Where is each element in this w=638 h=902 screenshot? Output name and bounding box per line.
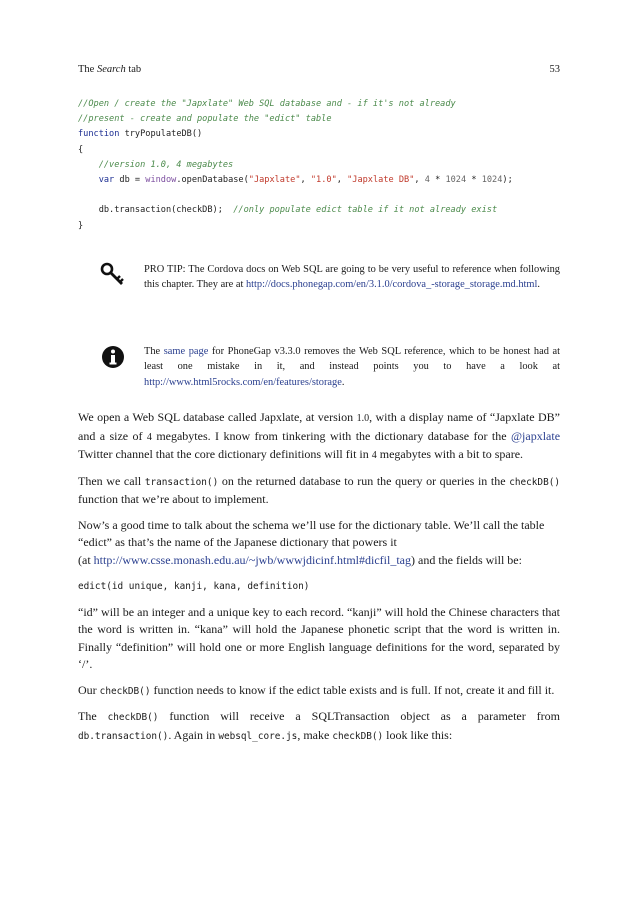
pro-tip-note	[78, 262, 560, 293]
paragraph: Now’s a good time to talk about the schema we’ll use for the dictionary table. We’ll call the table “edict” as that’s the name of the Japanese dictionary that powers it (at http://www.csse.monash.edu.au/~jwb/wwwjdicinf.html#dicfil_tag) and the fields will be:	[78, 517, 545, 567]
section-title: The Search tab	[78, 64, 142, 75]
paragraph: Then we call transaction() on the returned database to run the query or queries in the checkDB() function that we’re about to implement.	[78, 473, 561, 506]
paragraph: The checkDB() function will receive a SQLTransaction object as a parameter from db.transaction(). Again in websql_core.js, make checkDB() look like this:	[78, 709, 561, 742]
info-text: The same page for PhoneGap v3.3.0 removes the Web SQL reference, which to be honest had at least one mistake in it, and instead points you to have a look at http://www.html5rocks.com/en/features/storage.	[144, 346, 561, 388]
same-page-link[interactable]: same page	[163, 346, 209, 357]
pro-tip-text: PRO TIP: The Cordova docs on Web SQL are going to be very useful to reference when following this chapter. They are at http://docs.phonegap.com/en/3.1.0/cordova_-storage_storage.md.html.	[144, 264, 560, 291]
code-comment: //present - create and populate the "edict" table	[78, 114, 332, 125]
body-text	[78, 409, 560, 753]
key-icon	[100, 262, 126, 288]
html5rocks-link[interactable]: http://www.html5rocks.com/en/features/storage	[144, 376, 342, 388]
info-note	[78, 344, 560, 390]
cordova-docs-link[interactable]: http://docs.phonegap.com/en/3.1.0/cordova_-storage_storage.md.html	[245, 279, 538, 291]
page-number: 53	[549, 64, 560, 75]
code-line: edict(id unique, kanji, kana, definition)	[78, 581, 310, 592]
japxlate-link[interactable]: @japxlate	[510, 428, 561, 443]
code-comment: //Open / create the "Japxlate" Web SQL database and - if it's not already	[78, 99, 456, 109]
paragraph: “id” will be an integer and a unique key to each record. “kanji” will hold the Chinese characters that the word is written in. “kana” will hold the Japanese phonetic script that the word is written in. Finally “definition” will hold one or more English language definitions for the word, separated by ‘/’.	[78, 604, 560, 671]
paragraph: We open a Web SQL database called Japxlate, at version 1.0, with a display name of “Japxlate DB” and a size of 4 megabytes. I know from tinkering with the dictionary database for the @japxlate Twitter channel that the core dictionary definitions will fit in 4 megabytes with a bit to spare.	[78, 410, 561, 461]
running-header	[78, 64, 560, 75]
paragraph: Our checkDB() function needs to know if the edict table exists and is full. If not, create it and fill it.	[78, 682, 555, 697]
code-block-try-populate: //Open / create the "Japxlate" Web SQL database and - if it's not already //present - create and populate the "edict" table function tryPopulateDB() { //version 1.0, 4 megabytes var db = window.openDatabase("Japxlate", "1.0", "Japxlate DB", 4 * 1024 * 1024); db.transaction(checkDB); //only populate edict table if it not already exist }	[78, 99, 513, 231]
monash-link[interactable]: http://www.csse.monash.edu.au/~jwb/wwwjdicinf.html#dicfil_tag	[93, 552, 411, 567]
info-icon	[100, 344, 126, 370]
